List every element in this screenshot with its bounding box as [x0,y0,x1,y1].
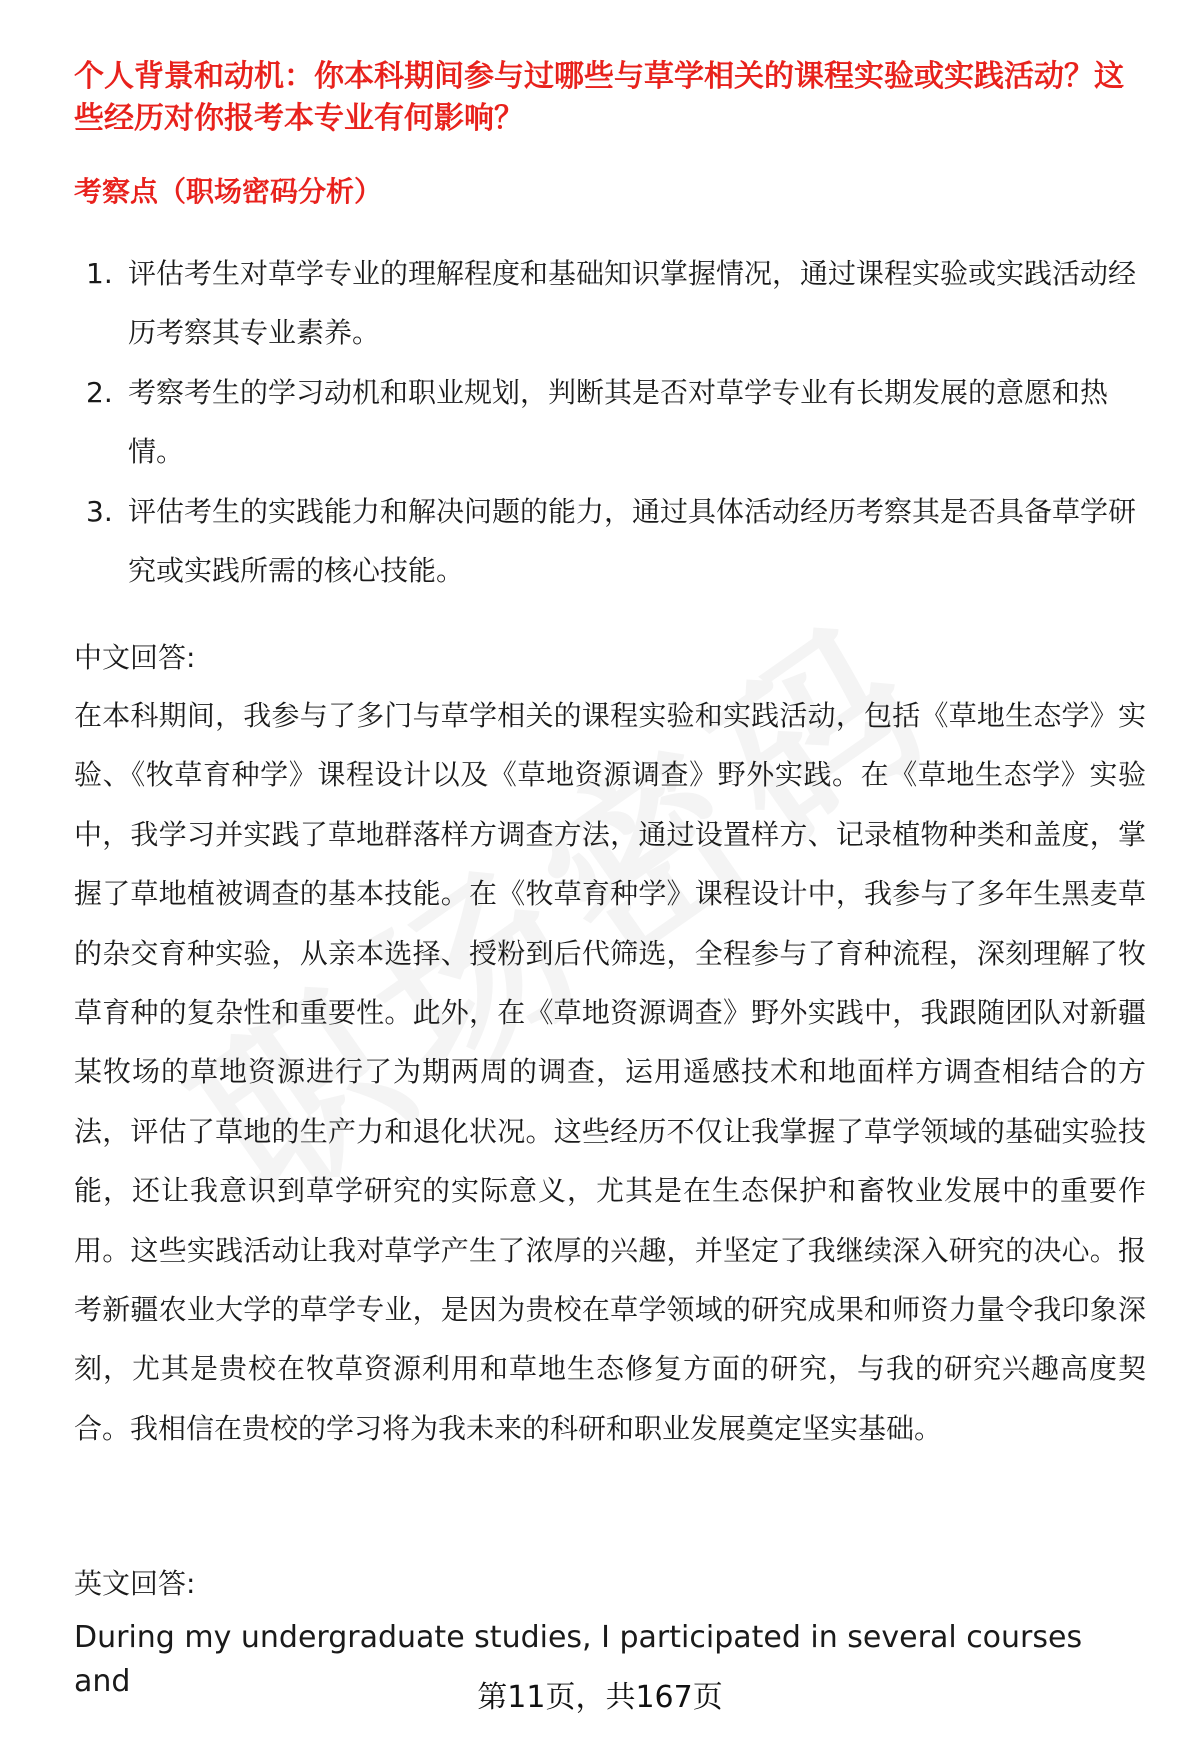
list-item [74,482,1144,600]
chinese-answer-heading: 中文回答: [74,641,196,674]
assessment-points-list [74,244,1144,601]
list-item-text: 评估考生的实践能力和解决问题的能力，通过具体活动经历考察其是否具备草学研究或实践所需的核心技能。 [128,495,1137,587]
list-item-text: 评估考生对草学专业的理解程度和基础知识掌握情况，通过课程实验或实践活动经历考察其专业素养。 [128,257,1137,349]
english-answer-heading: 英文回答: [74,1567,196,1600]
assessment-heading: 考察点（职场密码分析） [74,175,383,208]
list-item [74,363,1144,481]
question-title: 个人背景和动机：你本科期间参与过哪些与草学相关的课程实验或实践活动？这些经历对你报考本专业有何影响？ [74,59,1124,136]
list-item-text: 考察考生的学习动机和职业规划，判断其是否对草学专业有长期发展的意愿和热情。 [128,376,1109,468]
english-answer-body: During my undergraduate studies, I participated in several courses and [74,1620,1083,1699]
list-item-number: 2. [86,376,113,409]
list-item [74,244,1144,362]
list-item-number: 3. [86,495,113,528]
page-number: 第11页，共167页 [477,1680,723,1715]
list-item-number: 1. [86,257,113,290]
chinese-answer-body: 在本科期间，我参与了多门与草学相关的课程实验和实践活动，包括《草地生态学》实验、《牧草育种学》课程设计以及《草地资源调查》野外实践。在《草地生态学》实验中，我学习并实践了草地群落样方调查方法，通过设置样方、记录植物种类和盖度，掌握了草地植被调查的基本技能。在《牧草育种学》课程设计中，我参与了多年生黑麦草的杂交育种实验，从亲本选择、授粉到后代筛选，全程参与了育种流程，深刻理解了牧草育种的复杂性和重要性。此外，在《草地资源调查》野外实践中，我跟随团队对新疆某牧场的草地资源进行了为期两周的调查，运用遥感技术和地面样方调查相结合的方法，评估了草地的生产力和退化状况。这些经历不仅让我掌握了草学领域的基础实验技能，还让我意识到草学研究的实际意义，尤其是在生态保护和畜牧业发展中的重要作用。这些实践活动让我对草学产生了浓厚的兴趣，并坚定了我继续深入研究的决心。报考新疆农业大学的草学专业，是因为贵校在草学领域的研究成果和师资力量令我印象深刻，尤其是贵校在牧草资源利用和草地生态修复方面的研究，与我的研究兴趣高度契合。我相信在贵校的学习将为我未来的科研和职业发展奠定坚实基础。 [74,699,1146,1445]
